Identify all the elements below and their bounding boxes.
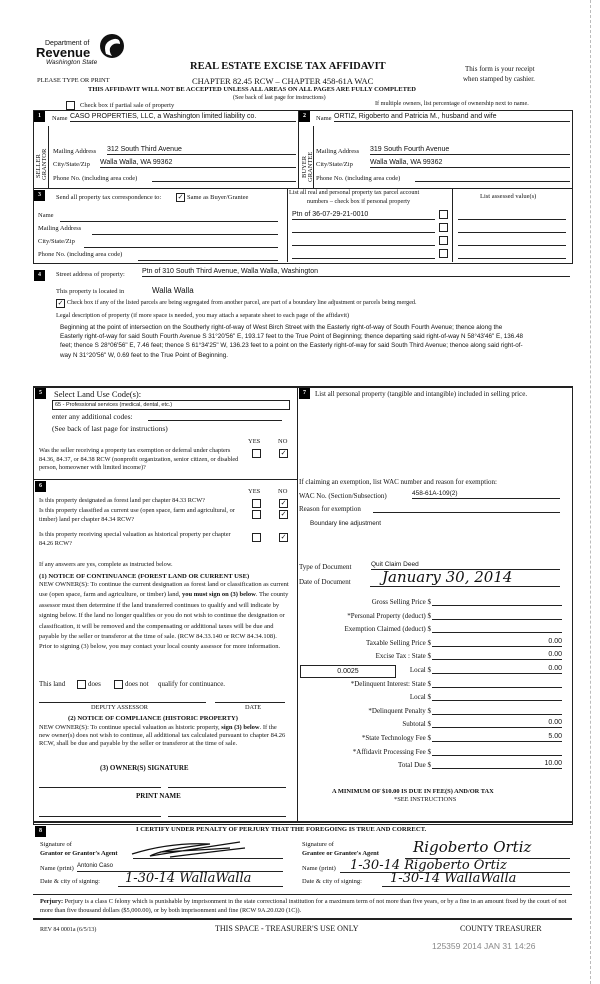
owner-signature-line[interactable] [168, 787, 286, 788]
amount-field[interactable]: 0.00 [432, 718, 562, 728]
yes-checkbox[interactable] [252, 510, 261, 519]
located-in-label: This property is located in [56, 288, 125, 295]
doc-date-line[interactable] [370, 586, 560, 587]
assessed-value-field[interactable] [458, 245, 566, 246]
section-badge: 5 [35, 388, 46, 399]
amount-label: Subtotal $ [402, 720, 431, 728]
section-badge: 7 [299, 388, 310, 399]
scan-edge [590, 0, 591, 984]
parcel-field[interactable]: Ptn of 36-07-29-21-0010 [292, 210, 435, 220]
divider [33, 894, 572, 895]
seller-name-field[interactable]: CASO PROPERTIES, LLC, a Washington limited liability co. [70, 112, 296, 122]
historic-question: Is this property receiving special valuation as historical property per chapter 84.26 RCW? [39, 531, 231, 547]
this-land-label: This land [39, 680, 66, 688]
grantor-side-label: GRANTOR [41, 148, 48, 180]
grantee-signature-label-1: Signature of [302, 841, 334, 848]
additional-codes-label: enter any additional codes: [52, 412, 133, 421]
forest-land-question: Is this property designated as forest land per chapter 84.33 RCW? [39, 497, 205, 504]
owner-signature-label: (3) OWNER(S) SIGNATURE [100, 764, 189, 772]
treasurer-use-only: THIS SPACE - TREASURER'S USE ONLY [215, 924, 359, 933]
certify-statement: I CERTIFY UNDER PENALTY OF PERJURY THAT THE FOREGOING IS TRUE AND CORRECT. [136, 826, 427, 833]
perjury-heading: Perjury: [40, 898, 64, 905]
form-chapter: CHAPTER 82.45 RCW – CHAPTER 458-61A WAC [192, 76, 374, 86]
seller-name-label: Name [52, 115, 68, 122]
amount-label: Local $ [409, 666, 431, 674]
divider [33, 918, 572, 920]
multiple-owners-note: If multiple owners, list percentage of ownership next to name. [375, 100, 529, 107]
amount-field[interactable]: 0.00 [432, 650, 562, 660]
amount-label: Gross Selling Price $ [371, 598, 431, 606]
amount-label: *Affidavit Processing Fee $ [352, 748, 431, 756]
amount-label: Taxable Selling Price $ [365, 639, 431, 647]
grantor-date-label: Date & city of signing: [40, 878, 100, 885]
yes-header: YES [248, 438, 261, 445]
seller-city-field[interactable]: Walla Walla, WA 99362 [100, 158, 296, 168]
amount-field[interactable] [432, 623, 562, 633]
assessed-value-field[interactable] [458, 219, 566, 220]
doc-type-field[interactable]: Quit Claim Deed [371, 560, 560, 570]
perjury-text: Perjury is a class C felony which is punishable by imprisonment in the state correctional institution for a maximum term of not more than five years, or by a fine in an amount fixed by the court of not more than five thousand dollars ($5,000.00), or by both imprisonment and fine (RCW 9A.20.020 (1C)). [40, 898, 567, 914]
grantee-signature: Rigoberto Ortiz [413, 838, 532, 856]
print-name-line[interactable] [168, 816, 286, 817]
see-back-note: (See back of last page for instructions) [52, 424, 168, 433]
same-as-buyer-label: Same as Buyer/Grantee [187, 194, 249, 201]
no-header: NO [278, 488, 288, 495]
county-treasurer: COUNTY TREASURER [460, 924, 542, 933]
personal-property-label: List all personal property (tangible and intangible) included in selling price. [315, 390, 528, 398]
section-badge: 4 [34, 270, 45, 281]
notice-continuance-text [39, 580, 289, 653]
personal-property-checkbox[interactable] [439, 236, 448, 245]
print-name-line[interactable] [39, 816, 161, 817]
grantor-name-label: Name (print) [40, 865, 74, 872]
seller-phone-field[interactable] [152, 172, 296, 182]
yes-checkbox[interactable] [252, 449, 261, 458]
receipt-note-1: This form is your receipt [465, 65, 535, 73]
current-use-question: Is this property classified as current use (open space, farm and agricultural, or timber) land per chapter 84.34 RCW? [39, 507, 235, 523]
send-correspondence-label: Send all property tax correspondence to: [56, 194, 162, 201]
wac-field[interactable]: 458-61A-109(2) [412, 489, 560, 499]
notice-compliance-text [39, 724, 289, 748]
buyer-mailing-label: Mailing Address [316, 148, 360, 155]
parcel-header-2: numbers – check box if personal property [307, 198, 411, 205]
corr-city-label: City/State/Zip [38, 238, 75, 245]
land-use-label: Select Land Use Code(s): [54, 389, 142, 399]
grantor-signature-label-1: Signature of [40, 841, 72, 848]
divider [287, 188, 288, 262]
amount-label: Excise Tax : State $ [375, 652, 431, 660]
notice-continuance-title: (1) NOTICE OF CONTINUANCE (FOREST LAND OR CURRENT USE) [39, 573, 250, 580]
please-type: PLEASE TYPE OR PRINT [37, 77, 110, 84]
amount-field[interactable] [432, 678, 562, 688]
grantor-signature-label-2: Grantor or Grantor's Agent [40, 850, 118, 857]
legal-description-label: Legal description of property (if more space is needed, you may attach a separate sheet to each page of the affidavit) [56, 312, 350, 319]
receipt-note-2: when stamped by cashier. [463, 75, 535, 83]
seller-mailing-label: Mailing Address [53, 148, 97, 155]
exemption-question: Was the seller receiving a property tax exemption or deferral under chapters 84.36, 84.37, or 84.38 RCW (nonprofit organization, senior citizen, or disabled person, homeowner with limited income)? [39, 447, 239, 472]
grantor-signature [130, 838, 250, 860]
grantor-date-handwritten: 1-30-14 WallaWalla [125, 871, 252, 886]
form-title: REAL ESTATE EXCISE TAX AFFIDAVIT [190, 61, 386, 72]
warning-text: THIS AFFIDAVIT WILL NOT BE ACCEPTED UNLESS ALL AREAS ON ALL PAGES ARE FULLY COMPLETED [88, 86, 416, 93]
partial-sale-label: Check box if partial sale of property [80, 102, 175, 109]
corr-phone-field[interactable] [138, 260, 278, 261]
deputy-assessor-label: DEPUTY ASSESSOR [91, 704, 148, 711]
grantee-signature-label-2: Grantee or Grantee's Agent [302, 850, 379, 857]
amount-field[interactable] [432, 746, 562, 756]
owner-signature-line[interactable] [39, 787, 161, 788]
no-checkbox[interactable]: ✓ [280, 499, 287, 507]
buyer-city-field[interactable]: Walla Walla, WA 99362 [370, 158, 570, 168]
street-address-label: Street address of property: [56, 271, 125, 278]
no-header: NO [278, 438, 288, 445]
grantor-name-field[interactable]: Antonio Caso [77, 862, 283, 872]
amount-label: *Personal Property (deduct) $ [347, 612, 431, 620]
parcel-header-1: List all real and personal property tax parcel account [289, 189, 420, 196]
grantor-date-line[interactable] [118, 886, 283, 887]
section-badge: 1 [34, 111, 45, 122]
buyer-phone-field[interactable] [415, 172, 570, 182]
corr-city-field[interactable] [84, 247, 278, 248]
seller-city-label: City/State/Zip [53, 161, 90, 168]
qualify-label: qualify for continuance. [158, 680, 226, 688]
corr-name-label: Name [38, 212, 54, 219]
notice-compliance-title: (2) NOTICE OF COMPLIANCE (HISTORIC PROPERTY) [68, 715, 238, 722]
treasurer-stamp: 125359 2014 JAN 31 14:26 [432, 941, 536, 951]
does-not-checkbox[interactable] [114, 680, 123, 689]
legal-description: Beginning at the point of intersection on the Southerly right-of-way of West Birch Street with the Easterly right-of-way of South Fourth Avenue; thence along the Easterly right-of-way for said South Fourth Avenue S 31°20'56" E, 193.17 feet to the True Point of Beginning; thence departing said right-of-way N 58°43'46" E, 136.48 feet; thence S 28°06'56" E, 7.46 feet; thence S 61°34'25" W, 136.23 feet to a point on the Easterly right-of-way for said South Third Avenue; thence along said right-of-way N 31°20'56" W, 0.69 feet to the True Point of Beginning. [60, 324, 524, 359]
personal-property-checkbox[interactable] [439, 210, 448, 219]
parcel-field[interactable] [292, 249, 435, 259]
section-badge: 8 [35, 826, 46, 837]
exemption-label: If claiming an exemption, list WAC number and reason for exemption: [299, 478, 497, 486]
notice-text: NEW OWNER(S): To continue special valuation as historic property, [39, 724, 220, 731]
amount-field[interactable]: 0.00 [432, 664, 562, 674]
local-rate-field[interactable]: 0.0025 [300, 665, 396, 678]
partial-sale-checkbox[interactable] [66, 101, 75, 110]
divider [33, 821, 572, 823]
grantee-date-handwritten: 1-30-14 WallaWalla [390, 871, 517, 886]
buyer-city-label: City/State/Zip [316, 161, 353, 168]
perjury-notice [40, 897, 570, 915]
notice-text: NEW OWNER(S): To continue the current designation as forest land or classification as current use (open space, farm and agriculture, or timber) land, [39, 581, 289, 599]
form-number: REV 84 0001a (6/5/13) [40, 927, 97, 933]
segregated-checkbox[interactable]: ✓ [57, 299, 64, 307]
buyer-phone-label: Phone No. (including area code) [316, 175, 401, 182]
segregated-label: Check box if any of the listed parcels are being segregated from another parcel, are part of a boundary line adjustment or parcels being merged. [67, 300, 417, 306]
corr-mailing-label: Mailing Address [38, 225, 82, 232]
notice-emphasis: sign (3) below [221, 724, 260, 731]
does-checkbox[interactable] [77, 680, 86, 689]
divider [452, 188, 453, 262]
parcel-field[interactable] [292, 236, 435, 246]
logo-state: Washington State [46, 59, 98, 66]
no-checkbox[interactable]: ✓ [280, 449, 287, 457]
assessed-value-field[interactable] [458, 232, 566, 233]
section-badge: 2 [299, 111, 310, 122]
deputy-assessor-signature-line[interactable] [39, 702, 206, 703]
yes-header: YES [248, 488, 261, 495]
amount-field[interactable]: 10.00 [432, 759, 562, 769]
date-label: DATE [245, 704, 262, 711]
reason-label: Reason for exemption [299, 505, 361, 513]
parcel-field[interactable] [292, 223, 435, 233]
doc-date-handwritten: January 30, 2014 [382, 568, 513, 586]
same-as-buyer-checkbox[interactable]: ✓ [177, 193, 184, 201]
minimum-note: A MINIMUM OF $10.00 IS DUE IN FEE(S) AND/OR TAX [332, 788, 494, 795]
does-label: does [88, 680, 101, 688]
grantee-date-line[interactable] [382, 886, 570, 887]
notice-text: . If the new owner(s) does not wish to continue, all additional tax calculated pursuant to chapter 84.26 RCW, shall be due and payable by the seller or transferor at the time of sale. [39, 724, 286, 747]
buyer-side-label: BUYER [301, 155, 308, 178]
dor-swirl-icon [98, 32, 124, 60]
corr-name-field[interactable] [60, 221, 278, 222]
does-not-label: does not [125, 680, 149, 688]
notice-emphasis: you must sign on (3) below [181, 591, 256, 599]
amount-label: *Delinquent Interest: State $ [350, 680, 431, 688]
yes-checkbox[interactable] [252, 499, 261, 508]
amount-field[interactable]: 0.00 [432, 637, 562, 647]
grantee-name-handwritten: 1-30-14 Rigoberto Ortiz [350, 858, 507, 873]
grantee-side-label: GRANTEE [307, 151, 314, 182]
doc-date-label: Date of Document [299, 578, 351, 586]
seller-mailing-field[interactable]: 312 South Third Avenue [107, 145, 296, 155]
amount-label: *Delinquent Penalty $ [368, 707, 431, 715]
divider [33, 479, 298, 480]
buyer-name-label: Name [316, 115, 332, 122]
reason-line[interactable] [373, 512, 560, 513]
see-back-note: (See back of last page for instructions) [233, 95, 326, 101]
print-name-label: PRINT NAME [136, 792, 181, 800]
doc-type-label: Type of Document [299, 563, 352, 571]
located-in-value: Walla Walla [152, 286, 194, 295]
assessor-date-line[interactable] [215, 702, 285, 703]
buyer-name-field[interactable]: ORTIZ, Rigoberto and Patricia M., husband and wife [334, 112, 570, 122]
if-yes-note: If any answers are yes, complete as instructed below. [39, 561, 173, 568]
see-instructions: *SEE INSTRUCTIONS [394, 796, 457, 803]
no-checkbox[interactable]: ✓ [280, 533, 287, 541]
divider [297, 386, 298, 822]
buyer-mailing-field[interactable]: 319 South Fourth Avenue [370, 145, 570, 155]
corr-mailing-field[interactable] [92, 234, 278, 235]
logo-dept: Department of [45, 40, 90, 47]
notice-text: . The county assessor must then determine if the land transferred continues to qualify and will indicate by signing below. If the land no longer qualifies or you do not wish to continue the designation or classification, it will be removed and the compensating or additional taxes will be due and payable by the seller or transferor at the time of sale. (RCW 84.33.140 or RCW 84.34.108). Prior to signing (3) below, you may contact your local county assessor for more information. [39, 591, 289, 651]
corr-phone-label: Phone No. (including area code) [38, 251, 123, 258]
logo-revenue: Revenue [36, 45, 91, 60]
amount-field[interactable] [432, 596, 562, 606]
land-use-code-select[interactable]: 65 - Professional services (medical, dental, etc.) [52, 400, 290, 410]
no-checkbox[interactable]: ✓ [280, 510, 287, 518]
yes-checkbox[interactable] [252, 533, 261, 542]
grantee-date-label: Date & city of signing: [302, 878, 362, 885]
grantee-name-label: Name (print) [302, 865, 336, 872]
seller-side-label: SELLER [35, 154, 42, 178]
reason-value: Boundary line adjustment [310, 520, 382, 527]
additional-codes-field[interactable] [148, 420, 282, 421]
section-badge: 3 [34, 190, 45, 201]
amount-label: Local $ [409, 693, 431, 701]
amount-field[interactable]: 5.00 [432, 732, 562, 742]
section-badge: 6 [35, 481, 46, 492]
street-address-field[interactable]: Ptn of 310 South Third Avenue, Walla Walla, Washington [142, 267, 570, 277]
amount-label: Total Due $ [398, 761, 431, 769]
amount-label: *State Technology Fee $ [361, 734, 431, 742]
personal-property-checkbox[interactable] [439, 223, 448, 232]
assessed-header: List assessed value(s) [480, 193, 537, 200]
amount-field[interactable] [432, 705, 562, 715]
seller-phone-label: Phone No. (including area code) [53, 175, 138, 182]
wac-label: WAC No. (Section/Subsection) [299, 492, 387, 500]
amount-field[interactable] [432, 691, 562, 701]
assessed-value-field[interactable] [458, 258, 566, 259]
amount-label: Exemption Claimed (deduct) $ [344, 625, 431, 633]
amount-field[interactable] [432, 610, 562, 620]
personal-property-checkbox[interactable] [439, 249, 448, 258]
